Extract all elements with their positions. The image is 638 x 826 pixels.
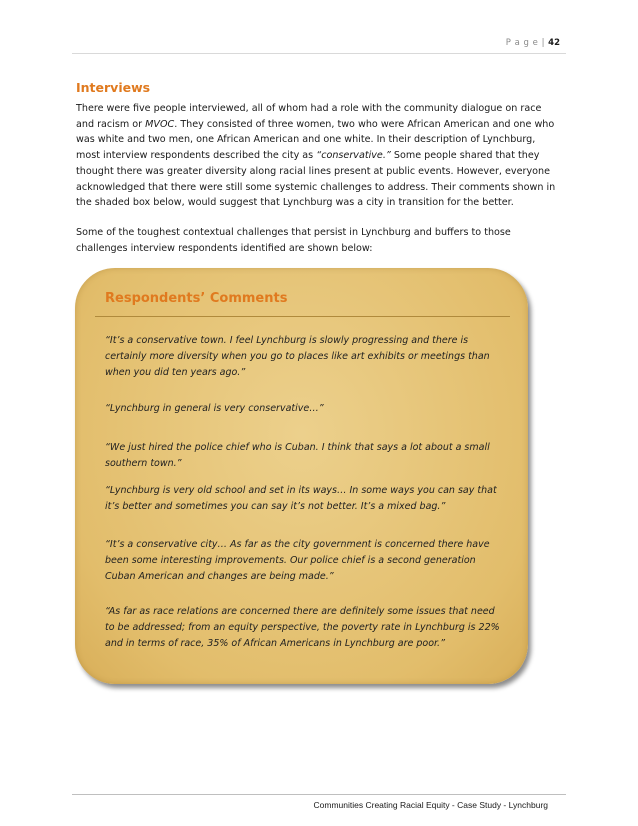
challenges-paragraph: Some of the toughest contextual challenges that persist in Lynchburg and buffers to those challenges interview respondents identified are shown below: <box>76 227 511 254</box>
page-number: 42 <box>548 38 560 48</box>
comment-quote: “We just hired the police chief who is Cuban. I think that says a lot about a small southern town.” <box>105 442 490 469</box>
comments-box-title: Respondents’ Comments <box>105 291 288 306</box>
intro-paragraph <box>76 101 562 211</box>
page-header <box>506 38 560 48</box>
page-separator: | <box>541 38 545 48</box>
comment-quote: “Lynchburg is very old school and set in its ways… In some ways you can say that it’s better and sometimes you can say it’s not better. It’s a mixed bag.” <box>105 485 497 512</box>
page-footer: Communities Creating Racial Equity - Case Study - Lynchburg <box>313 800 548 810</box>
comment-quote: “It’s a conservative town. I feel Lynchburg is slowly progressing and there is certainly more diversity when you go to places like art exhibits or meetings than when you did ten years ago.” <box>105 335 490 378</box>
respondents-comments-box <box>75 268 528 684</box>
footer-divider <box>72 794 566 795</box>
comment-quote: “It’s a conservative city… As far as the city government is concerned there have been some interesting improvements. Our police chief is a second generation Cuban American and changes are being made.” <box>105 539 490 582</box>
header-divider <box>72 53 566 54</box>
intro-text-3: Some people shared that they thought there was greater diversity along racial lines present at public events. However, everyone acknowledged that there were still some systemic challenges to address. Their comments shown in the shaded box below, would suggest that Lynchburg was a city in transition for the better. <box>76 150 556 209</box>
intro-text-1: There were five people interviewed, all of whom had a role with the community dialogue on race and racism or <box>76 103 542 130</box>
conservative-quote: “conservative.” <box>316 150 391 162</box>
comment-quote: “As far as race relations are concerned there are definitely some issues that need to be addressed; from an equity perspective, the poverty rate in Lynchburg is 22% and in terms of race, 35% of African Americans in Lynchburg are poor.” <box>105 606 500 649</box>
mvoc-term: MVOC <box>145 118 175 130</box>
section-title: Interviews <box>76 80 151 95</box>
intro-text-2: . They consisted of three women, two who were African American and one who was white and two men, one African American and one white. In their description of Lynchburg, most interview respondents described the city as <box>76 118 555 162</box>
comments-box-divider <box>95 316 510 317</box>
page-label: P a g e <box>505 38 539 48</box>
comment-quote: “Lynchburg in general is very conservative…” <box>105 403 324 414</box>
